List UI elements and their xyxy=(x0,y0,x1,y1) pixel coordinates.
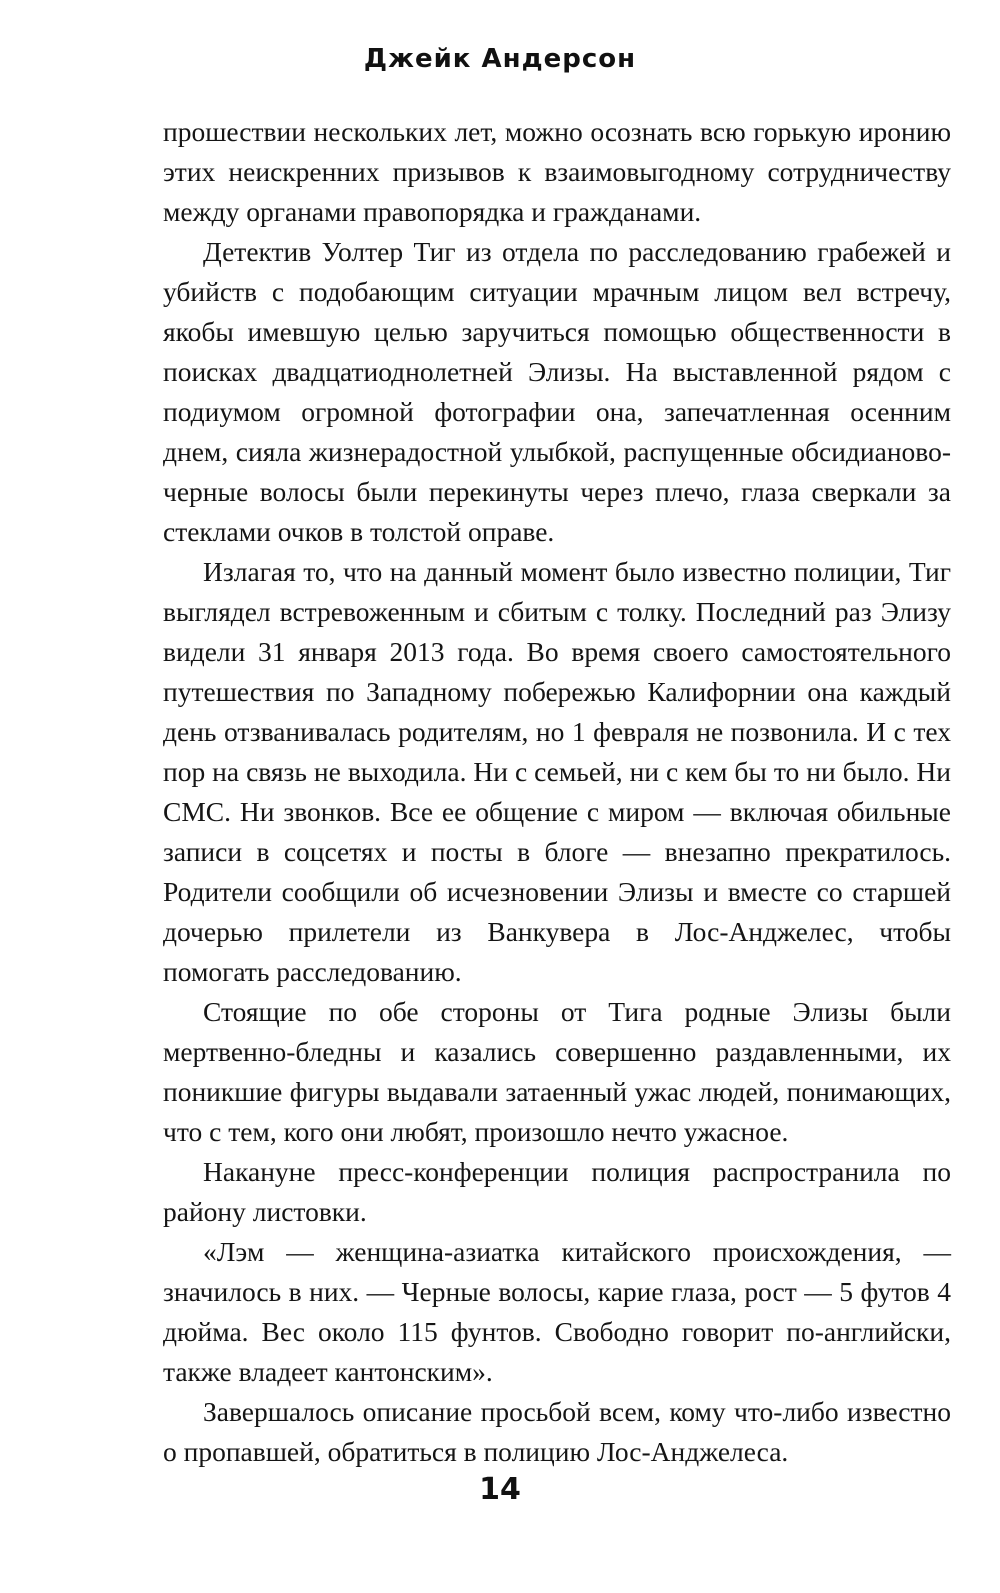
paragraph: Излагая то, что на данный момент было известно полиции, Тиг выглядел встревоженным и сбитым с толку. Последний раз Элизу видели 31 января 2013 года. Во время своего самостоятельного путешествия по Западному побережью Калифорнии она каждый день отзванивалась родителям, но 1 февраля не позвонила. И с тех пор на связь не выходила. Ни с семьей, ни с кем бы то ни было. Ни СМС. Ни звонков. Все ее общение с миром — включая обильные записи в соцсетях и посты в блоге — внезапно прекратилось. Родители сообщили об исчезновении Элизы и вместе со старшей дочерью прилетели из Ванкувера в Лос-Анджелес, чтобы помогать расследованию. xyxy=(163,556,951,987)
paragraph: Завершалось описание просьбой всем, кому что-либо известно о пропавшей, обратиться в полицию Лос-Анджелеса. xyxy=(163,1396,951,1467)
running-head-author: Джейк Андерсон xyxy=(363,44,637,74)
paragraph: прошествии нескольких лет, можно осознать всю горькую иронию этих неискренних призывов к взаимовыгодному сотрудничеству между органами правопорядка и гражданами. xyxy=(163,116,951,227)
paragraph: Стоящие по обе стороны от Тига родные Элизы были мертвенно-бледны и казались совершенно раздавленными, их поникшие фигуры выдавали затаенный ужас людей, понимающих, что с тем, кого они любят, произошло нечто ужасное. xyxy=(163,996,951,1147)
page-number: 14 xyxy=(479,1472,521,1507)
paragraph: «Лэм — женщина-азиатка китайского происхождения, — значилось в них. — Черные волосы, карие глаза, рост — 5 футов 4 дюйма. Вес около 115 фунтов. Свободно говорит по-английски, также владеет кантонским». xyxy=(163,1236,951,1387)
paragraph: Накануне пресс-конференции полиция распространила по району листовки. xyxy=(163,1156,951,1227)
body-text xyxy=(163,112,951,1472)
paragraph: Детектив Уолтер Тиг из отдела по расследованию грабежей и убийств с подобающим ситуации мрачным лицом вел встречу, якобы имевшую целью заручиться помощью общественности в поисках двадцатиоднолетней Элизы. На выставленной рядом с подиумом огромной фотографии она, запечатленная осенним днем, сияла жизнерадостной улыбкой, распущенные обсидианово-черные волосы были перекинуты через плечо, глаза сверкали за стеклами очков в толстой оправе. xyxy=(163,236,951,547)
